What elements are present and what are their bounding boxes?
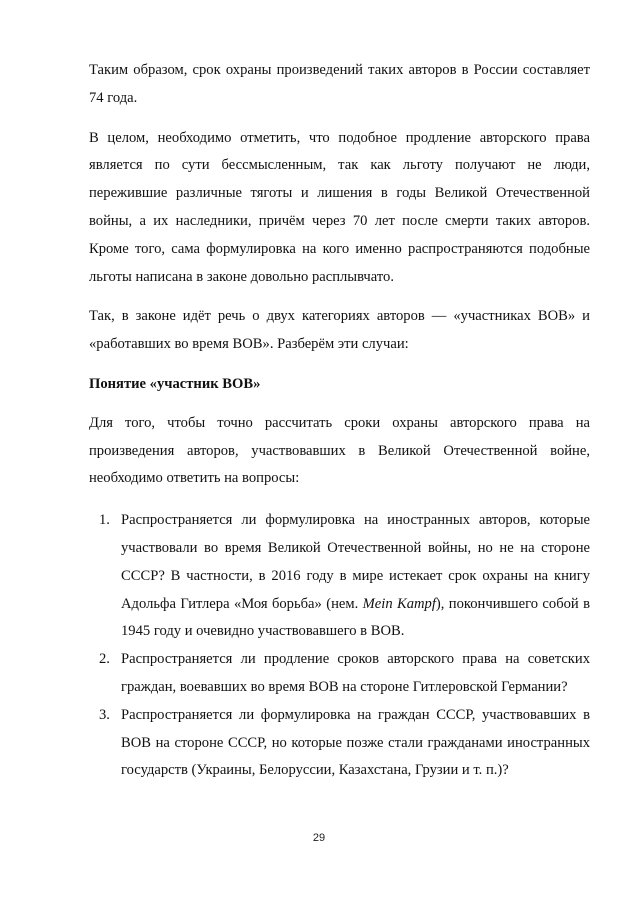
list-item-text: Распространяется ли формулировка на иностранных авторов, которые участвовали во время Великой Отечественной войны, но не на стороне СССР? В частности, в 2016 году в мире истекает срок охраны на книгу Адольфа Гитлера «Моя борьба» (нем. [121,512,590,612]
list-item-text: Распространяется ли формулировка на граждан СССР, участвовавших в ВОВ на стороне СССР, но которые позже стали гражданами иностранных государств (Украины, Белоруссии, Казахстана, Грузии и т. п.)? [121,706,590,779]
questions-list [89,507,590,785]
section-heading: Понятие «участник ВОВ» [89,375,261,392]
paragraph-1: Таким образом, срок охраны произведений таких авторов в России составляет 74 года. [89,62,590,106]
intro-paragraph: Для того, чтобы точно рассчитать сроки охраны авторского права на произведения авторов, участвовавших в Великой Отечественной войне, необходимо ответить на вопросы: [89,414,590,487]
list-item-1 [89,507,590,646]
list-item-text-continued: ), покончившего собой в 1945 году и очевидно участвовавшего в ВОВ. [121,595,591,640]
list-number: 2. [99,651,110,668]
page-number: 29 [312,832,326,844]
list-item-3 [89,702,590,785]
list-number: 1. [99,512,110,529]
page-content [89,57,590,785]
list-item-2 [89,646,590,702]
paragraph-3: Так, в законе идёт речь о двух категориях авторов — «участниках ВОВ» и «работавших во время ВОВ». Разберём эти случаи: [89,308,590,353]
list-number: 3. [99,706,110,723]
list-item-text: Распространяется ли продление сроков авторского права на советских граждан, воевавших во время ВОВ на стороне Гитлеровской Германии? [121,651,590,695]
paragraph-2: В целом, необходимо отметить, что подобное продление авторского права является по сути бессмысленным, так как льготу получают не люди, пережившие различные тяготы и лишения в годы Великой Отечественной войны, а их наследники, причём через 70 лет после смерти таких авторов. Кроме того, сама формулировка на кого именно распространяются подобные льготы написана в законе довольно расплывчато. [89,129,590,285]
list-item-italic-text: Mein Kampf [362,595,436,612]
